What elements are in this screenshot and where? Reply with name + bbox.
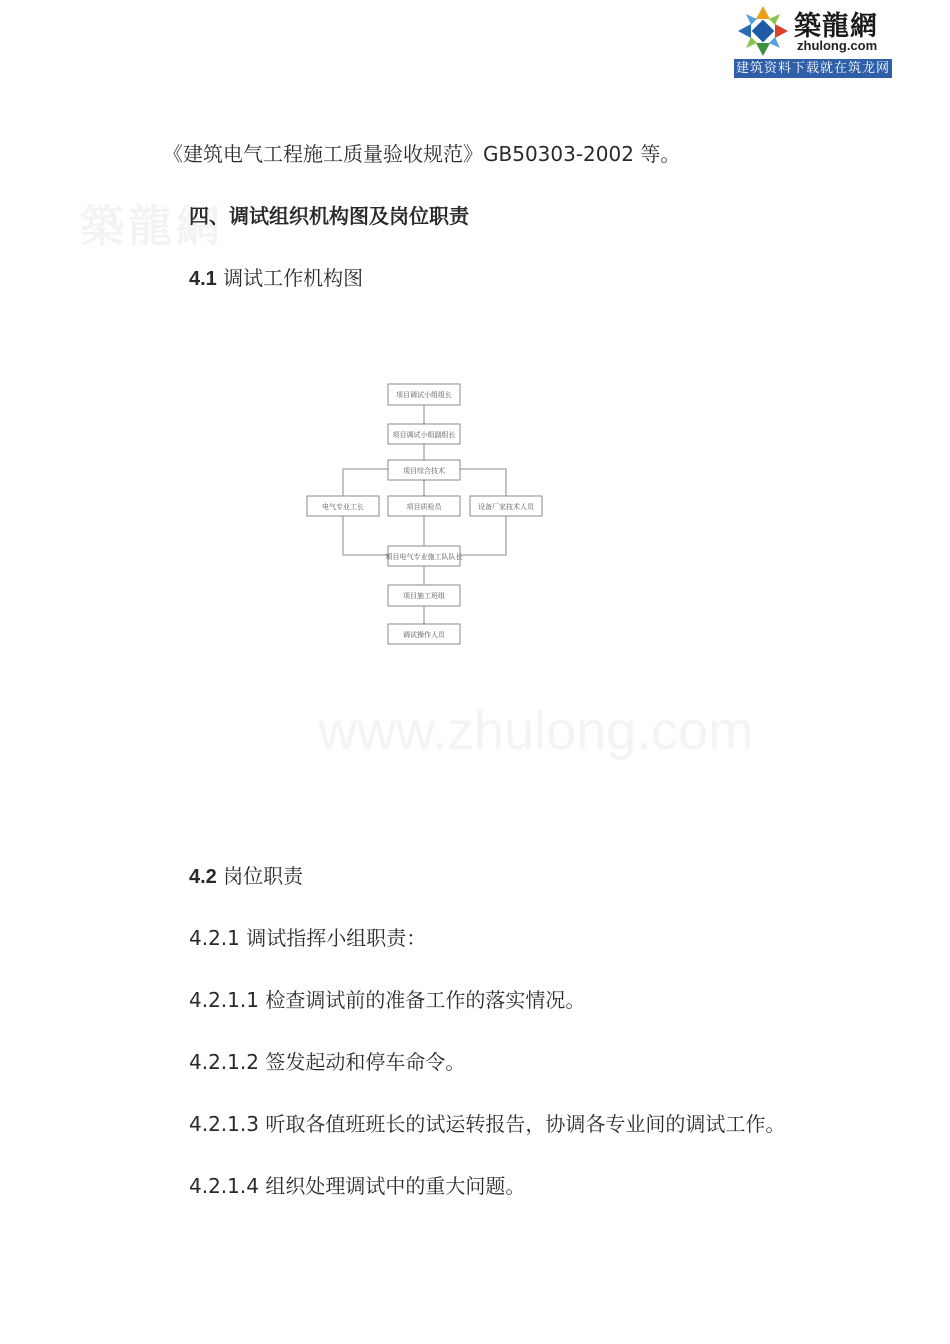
section-4-2-title: 岗位职责 bbox=[223, 864, 304, 888]
label-elec-foreman: 电气专业工长 bbox=[322, 503, 364, 511]
duty-item: 4.2.1.1 检查调试前的准备工作的落实情况。 bbox=[189, 988, 586, 1012]
connector-line bbox=[460, 469, 506, 496]
snowflake-logo-icon bbox=[736, 4, 790, 58]
label-vendor: 设备厂家技术人员 bbox=[478, 503, 534, 511]
section-4-1-heading bbox=[189, 262, 363, 291]
logo-domain: zhulong.com bbox=[797, 38, 878, 53]
section-4-1-number: 4.1 bbox=[189, 268, 217, 290]
label-deputy: 项目调试小组副组长 bbox=[392, 431, 456, 439]
duty-item: 4.2.1.2 签发起动和停车命令。 bbox=[189, 1050, 466, 1074]
connector-line bbox=[343, 469, 388, 496]
duty-item: 4.2.1.3 听取各值班班长的试运转报告，协调各专业间的调试工作。 bbox=[189, 1112, 786, 1136]
label-tech: 项目综合技术 bbox=[403, 467, 445, 475]
org-chart bbox=[300, 376, 550, 651]
connector-line bbox=[343, 516, 388, 555]
reference-line: 《建筑电气工程施工质量验收规范》GB50303-2002 等。 bbox=[163, 142, 681, 166]
watermark-url: www.zhulong.com bbox=[318, 701, 754, 761]
logo-title: 築龍網 bbox=[794, 11, 878, 42]
label-crew: 项目施工班组 bbox=[403, 592, 445, 600]
label-operators: 调试操作人员 bbox=[403, 631, 445, 639]
section-4-heading: 四、调试组织机构图及岗位职责 bbox=[189, 204, 469, 228]
label-inspector: 项目质检员 bbox=[406, 503, 442, 511]
zhulong-logo bbox=[734, 2, 892, 78]
section-4-2-number: 4.2 bbox=[189, 866, 217, 888]
section-4-1-title: 调试工作机构图 bbox=[223, 266, 364, 290]
label-leader: 项目调试小组组长 bbox=[396, 391, 452, 399]
logo-slogan: 建筑资料下载就在筑龙网 bbox=[735, 61, 890, 76]
label-team-leader: 项目电气专业施工队队长 bbox=[385, 553, 463, 561]
watermark-logo-text: 築龍網 bbox=[80, 201, 224, 252]
connector-line bbox=[460, 516, 506, 555]
section-4-2-heading bbox=[189, 860, 303, 889]
duty-item: 4.2.1.4 组织处理调试中的重大问题。 bbox=[189, 1174, 526, 1198]
duty-item: 4.2.1 调试指挥小组职责： bbox=[189, 926, 427, 950]
